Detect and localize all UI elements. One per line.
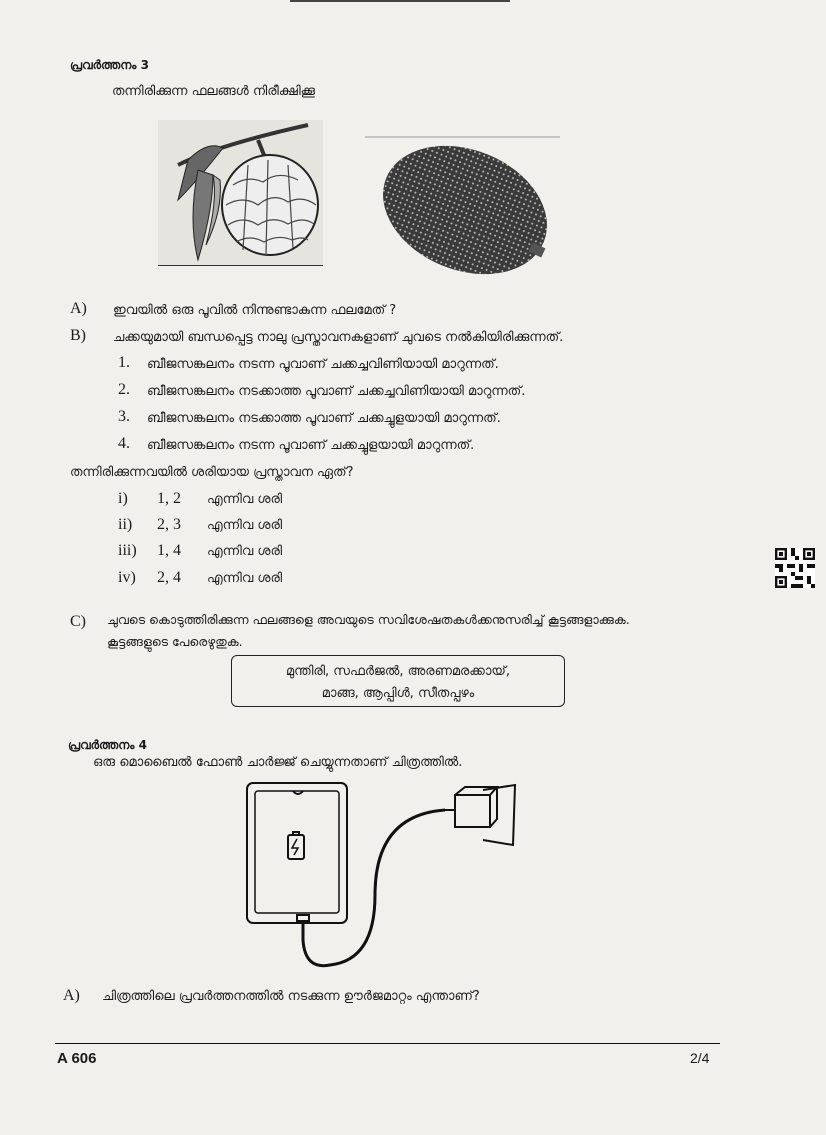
option-iii-label: iii) — [118, 542, 137, 559]
activity3-heading: പ്രവർത്തനം 3 — [70, 58, 149, 72]
activity4-heading: പ്രവർത്തനം 4 — [68, 738, 147, 752]
jackfruit-image — [365, 120, 565, 280]
statement-2-num: 2. — [118, 381, 130, 398]
option-i-label: i) — [118, 490, 128, 507]
paper-code: A 606 — [57, 1050, 97, 1067]
option-iii-nums: 1, 4 — [157, 542, 181, 559]
jackfruit-icon — [365, 120, 565, 280]
phone-charging-icon — [235, 775, 555, 975]
q3a-label: A) — [70, 300, 87, 317]
statement-1-num: 1. — [118, 354, 130, 371]
option-iv-nums: 2, 4 — [157, 569, 181, 586]
q3c-line1: ചുവടെ കൊടുത്തിരിക്കുന്ന ഫലങ്ങളെ അവയുടെ സവിശേഷതകൾക്കനുസരിച്ച് കൂട്ടങ്ങളാക്കുക. — [107, 612, 630, 627]
q3b-prompt: തന്നിരിക്കുന്നവയിൽ ശരിയായ പ്രസ്താവന ഏത്? — [70, 465, 354, 480]
statement-1-text: ബീജസങ്കലനം നടന്ന പൂവാണ് ചക്കച്ചവിണിയായി മാറുന്നത്. — [147, 357, 499, 372]
q3a-text: ഇവയിൽ ഒരു പൂവിൽ നിന്നുണ്ടാകുന്ന ഫലമേത് ? — [113, 303, 397, 318]
option-i-nums: 1, 2 — [157, 490, 181, 507]
q4a-label: A) — [63, 987, 80, 1004]
custard-apple-image — [158, 120, 323, 266]
q3b-label: B) — [70, 327, 86, 344]
top-edge-line — [290, 0, 510, 2]
option-ii-text: എന്നിവ ശരി — [207, 518, 283, 533]
page-number: 2/4 — [690, 1050, 710, 1066]
option-iv-text: എന്നിവ ശരി — [207, 571, 283, 586]
activity4-instruction: ഒരു മൊബൈൽ ഫോൺ ചാർജ്ജ് ചെയ്യുന്നതാണ് ചിത്രത്തിൽ. — [93, 755, 463, 770]
statement-4-num: 4. — [118, 435, 130, 452]
q4a-text: ചിത്രത്തിലെ പ്രവർത്തനത്തിൽ നടക്കുന്ന ഊർജമാറ്റം എന്താണ്? — [102, 989, 480, 1004]
fruit-list-box — [231, 655, 565, 707]
option-i-text: എന്നിവ ശരി — [207, 492, 283, 507]
qr-code-icon — [775, 548, 815, 588]
option-ii-nums: 2, 3 — [157, 516, 181, 533]
phone-charging-image — [235, 775, 555, 975]
qr-code — [775, 548, 815, 588]
fruit-list-line2: മാങ്ങ, ആപ്പിൾ, സീതപ്പഴം — [321, 686, 475, 701]
q3b-text: ചക്കയുമായി ബന്ധപ്പെട്ട നാലു പ്രസ്താവനകളാണ് ചുവടെ നൽകിയിരിക്കുന്നത്. — [113, 330, 564, 345]
statement-2-text: ബീജസങ്കലനം നടക്കാത്ത പൂവാണ് ചക്കച്ചവിണിയായി മാറുന്നത്. — [147, 384, 526, 399]
option-iii-text: എന്നിവ ശരി — [207, 544, 283, 559]
footer-divider — [55, 1043, 720, 1044]
custard-apple-icon — [158, 120, 323, 265]
q3c-line2: കൂട്ടങ്ങളുടെ പേരെഴുതുക. — [107, 634, 243, 649]
fruit-list-line1: മുന്തിരി, സഫർജൽ, അരണമരക്കായ്, — [285, 664, 510, 679]
statement-4-text: ബീജസങ്കലനം നടന്ന പൂവാണ് ചക്കച്ചുളയായി മാറുന്നത്. — [147, 438, 475, 453]
statement-3-text: ബീജസങ്കലനം നടക്കാത്ത പൂവാണ് ചക്കച്ചുളയായി മാറുന്നത്. — [147, 411, 501, 426]
activity3-instruction: തന്നിരിക്കുന്ന ഫലങ്ങൾ നിരീക്ഷിക്കൂ — [112, 84, 316, 99]
statement-3-num: 3. — [118, 408, 130, 425]
option-ii-label: ii) — [118, 516, 133, 533]
option-iv-label: iv) — [118, 569, 136, 586]
q3c-label: C) — [70, 613, 86, 630]
